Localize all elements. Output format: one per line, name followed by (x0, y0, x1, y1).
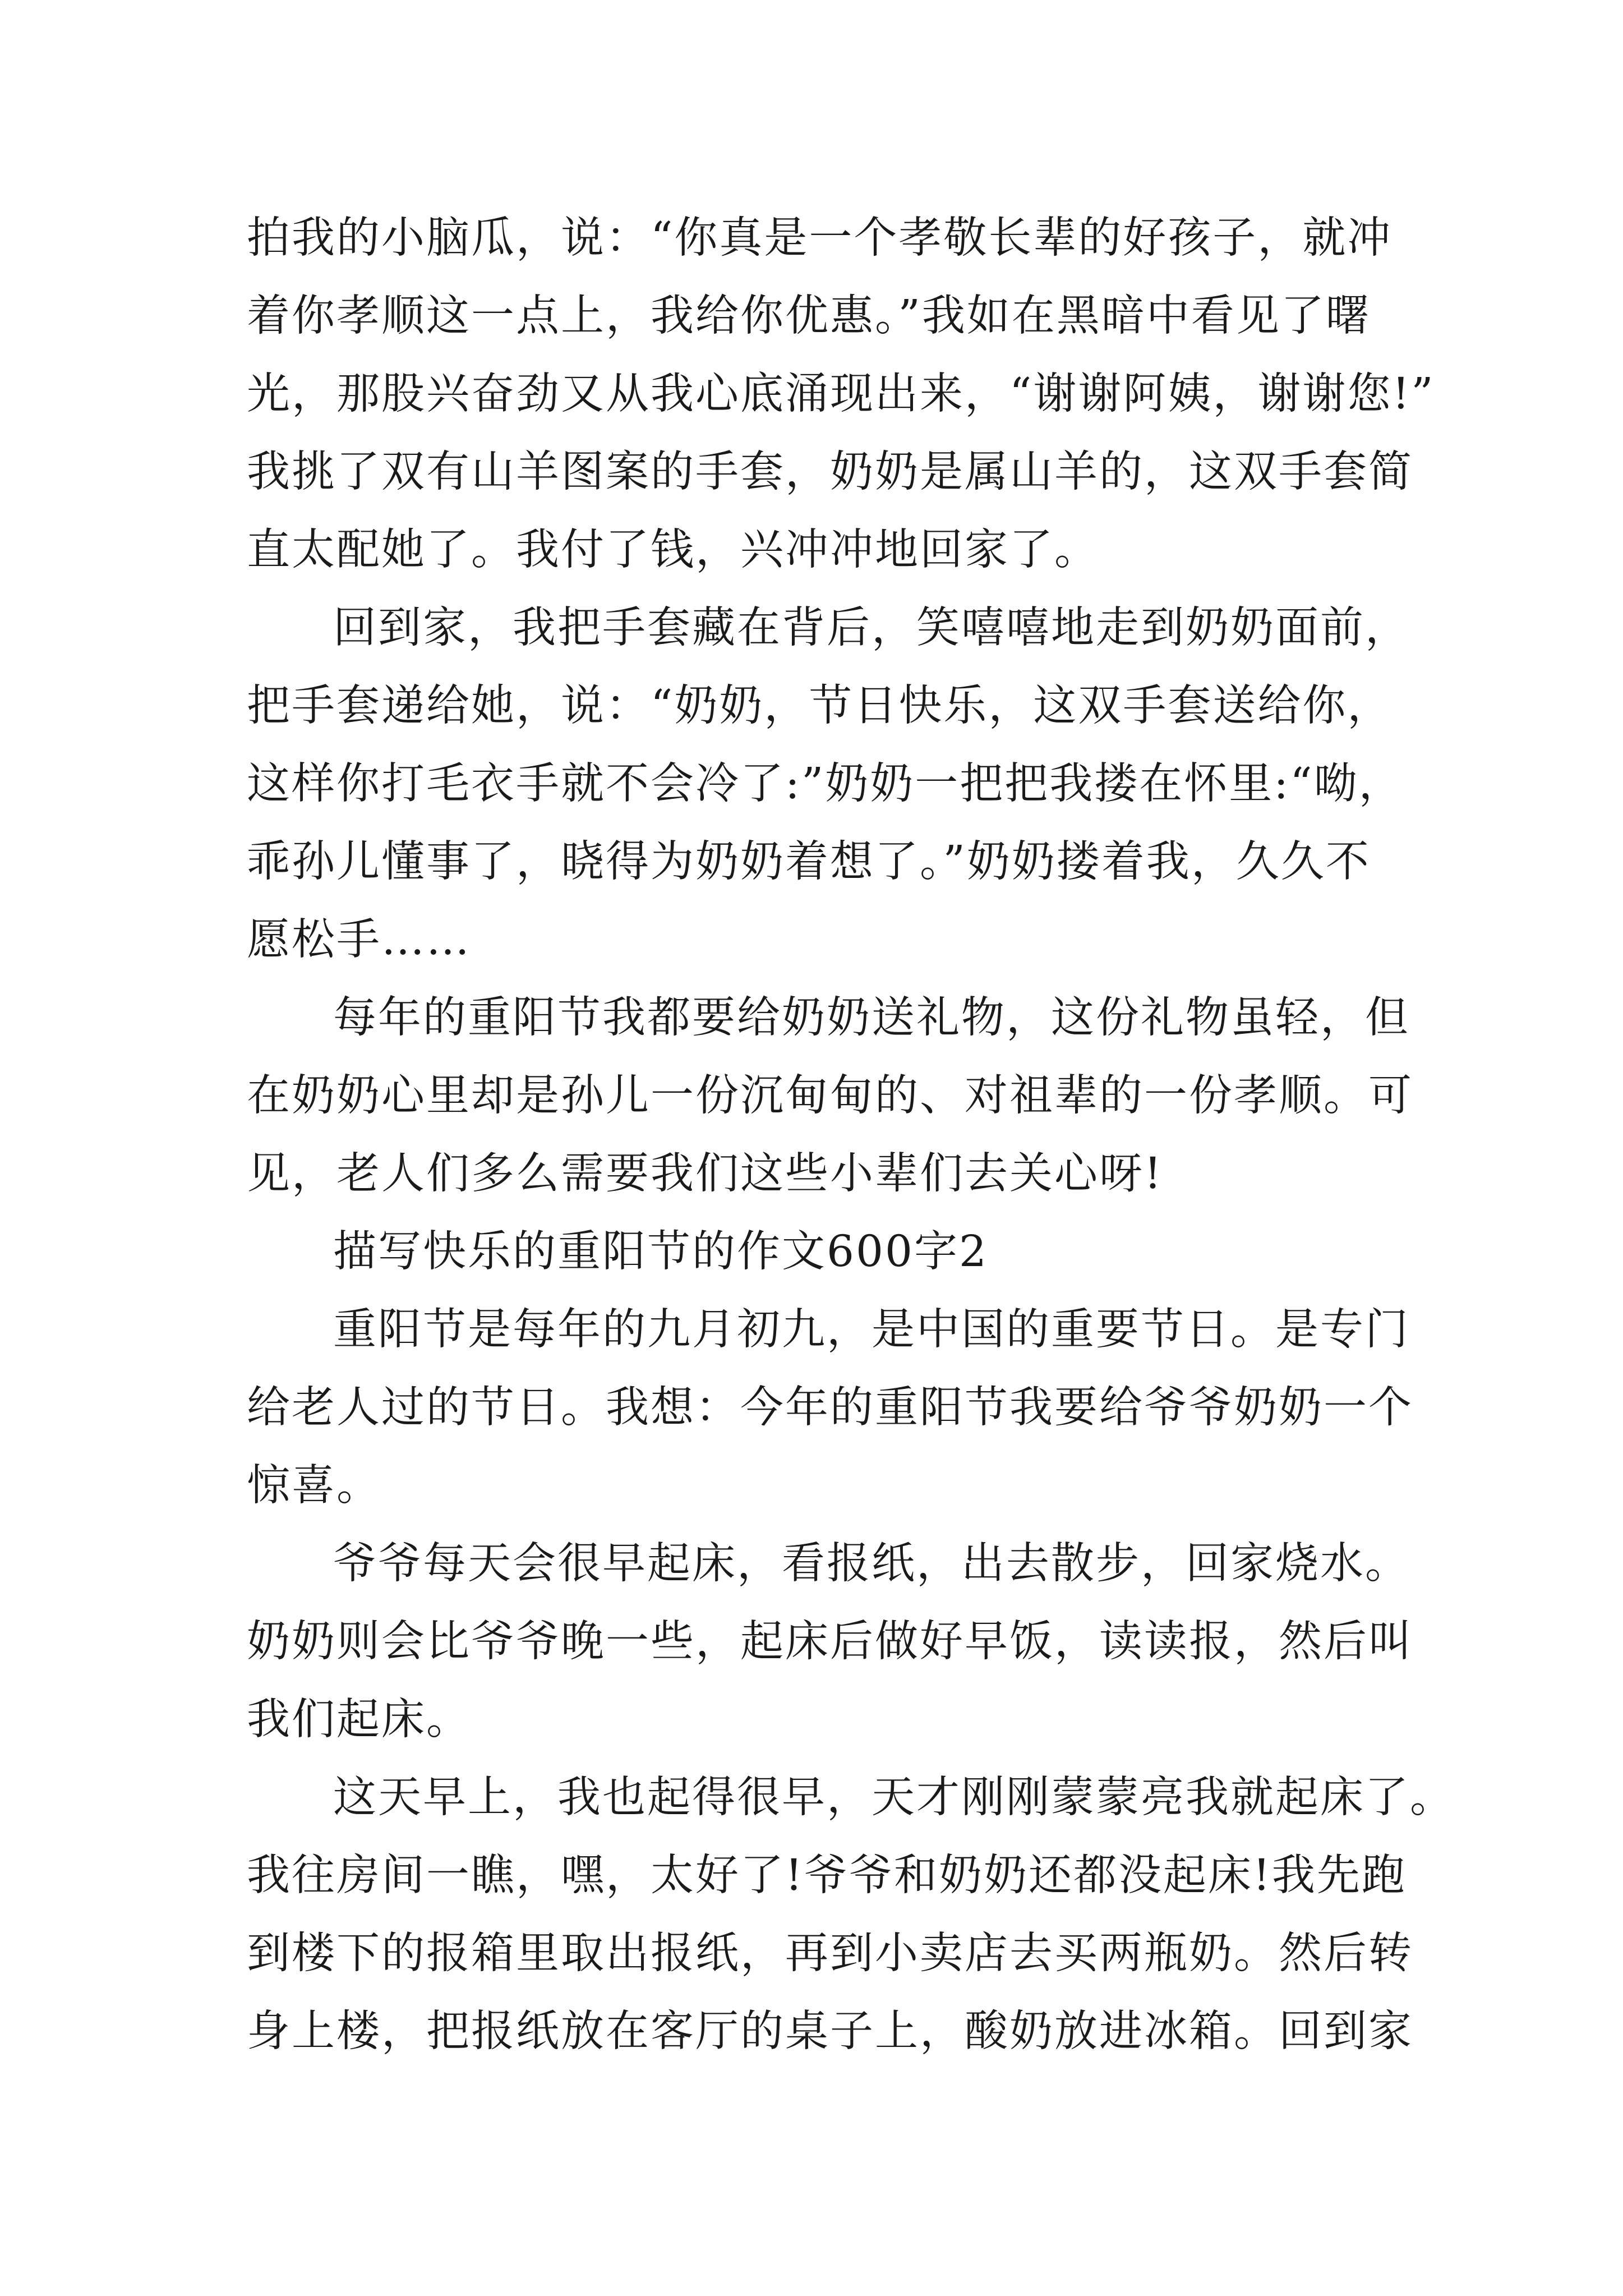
text-line: 我们起床。 (247, 1695, 471, 1745)
paragraph-4 (247, 1291, 1413, 1525)
text-line: 乖孙儿懂事了，晓得为奶奶着想了。”奶奶搂着我，久久不 (247, 837, 1371, 887)
section-heading (247, 1213, 1374, 1291)
text-line: 拍我的小脑瓜，说：“你真是一个孝敬长辈的好孩子，就冲 (247, 213, 1393, 263)
text-line: 这样你打毛衣手就不会冷了:”奶奶一把把我搂在怀里:“呦， (247, 759, 1404, 809)
paragraph-5 (247, 1525, 1413, 1759)
text-line: 我挑了双有山羊图案的手套，奶奶是属山羊的，这双手套简 (247, 447, 1413, 497)
text-line: 在奶奶心里却是孙儿一份沉甸甸的、对祖辈的一份孝顺。可 (247, 1071, 1413, 1121)
text-line: 我往房间一瞧，嘿，太好了!爷爷和奶奶还都没起床!我先跑 (247, 1851, 1407, 1901)
text-line: 奶奶则会比爷爷晚一些，起床后做好早饭，读读报，然后叫 (247, 1617, 1413, 1667)
heading-line: 描写快乐的重阳节的作文600字2 (333, 1227, 988, 1277)
text-line: 着你孝顺这一点上，我给你优惠。”我如在黑暗中看见了曙 (247, 291, 1371, 341)
text-line: 把手套递给她，说：“奶奶，节日快乐，这双手套送给你， (247, 681, 1393, 731)
document-body (247, 199, 1455, 2070)
text-line: 愿松手…… (247, 915, 471, 965)
paragraph-6 (247, 1759, 1455, 2070)
text-line: 直太配她了。我付了钱，兴冲冲地回家了。 (247, 525, 1099, 575)
text-line: 身上楼，把报纸放在客厅的桌子上，酸奶放进冰箱。回到家 (247, 2007, 1413, 2056)
text-line: 回到家，我把手套藏在背后，笑嘻嘻地走到奶奶面前， (333, 603, 1410, 653)
text-line: 光，那股兴奋劲又从我心底涌现出来，“谢谢阿姨，谢谢您!” (247, 369, 1435, 419)
paragraph-3 (247, 979, 1413, 1213)
text-line: 这天早上，我也起得很早，天才刚刚蒙蒙亮我就起床了。 (333, 1773, 1455, 1823)
paragraph-1 (247, 199, 1435, 589)
text-line: 给老人过的节日。我想：今年的重阳节我要给爷爷奶奶一个 (247, 1383, 1413, 1433)
text-line: 惊喜。 (247, 1461, 381, 1511)
text-line: 见，老人们多么需要我们这些小辈们去关心呀! (247, 1149, 1163, 1199)
text-line: 爷爷每天会很早起床，看报纸，出去散步，回家烧水。 (333, 1539, 1410, 1589)
paragraph-2 (247, 589, 1410, 979)
text-line: 重阳节是每年的九月初九，是中国的重要节日。是专门 (333, 1305, 1410, 1355)
text-line: 每年的重阳节我都要给奶奶送礼物，这份礼物虽轻，但 (333, 993, 1410, 1043)
text-line: 到楼下的报箱里取出报纸，再到小卖店去买两瓶奶。然后转 (247, 1929, 1413, 1978)
